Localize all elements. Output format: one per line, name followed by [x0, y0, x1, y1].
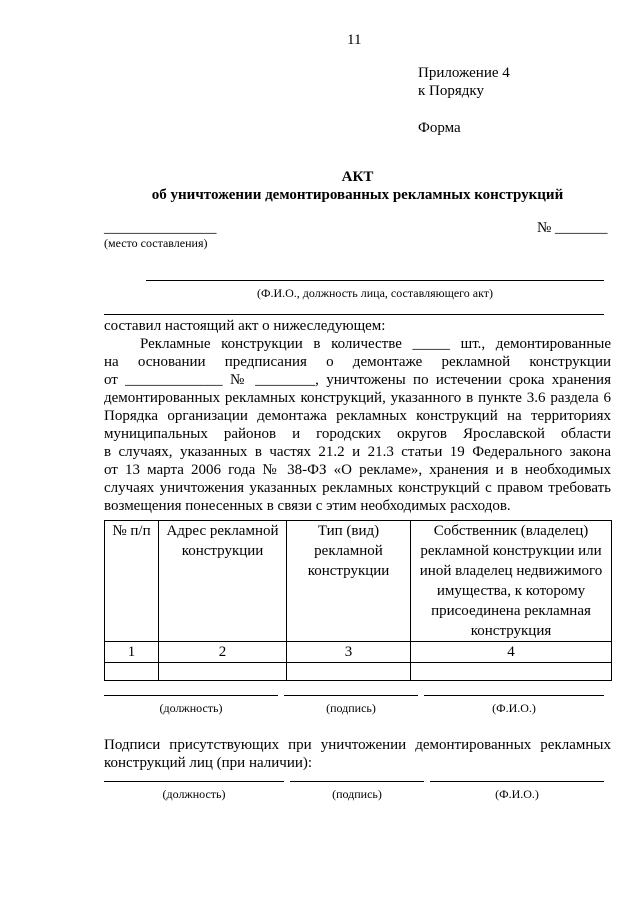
signature-label: (подпись): [326, 701, 376, 715]
body-line: от 13 марта 2006 года № 38-ФЗ «О рекламе», хранения и в необходимых: [104, 462, 611, 478]
table-cell: [287, 663, 411, 681]
appendix-line2: к Порядку: [418, 83, 484, 99]
table-cell: 1: [105, 642, 159, 663]
position-line: [104, 695, 278, 696]
name-line: [424, 695, 604, 696]
destruction-table: [104, 520, 612, 681]
body-line: муниципальных районов и городских округов Ярославской области: [104, 426, 611, 442]
witnesses-text-2: конструкций лиц (при наличии):: [104, 755, 313, 771]
compiler-line-2: [104, 314, 604, 315]
body-line: от _____________ № ________, уничтожены по истечении срока хранения: [104, 372, 611, 388]
witness-signature-line: [290, 781, 424, 782]
witnesses-text: Подписи присутствующих при уничтожении демонтированных рекламных: [104, 737, 611, 753]
position-label: (должность): [159, 701, 223, 715]
body-line: на основании предписания о демонтаже рекламной конструкции: [104, 354, 611, 370]
header-number: № п/п: [105, 521, 159, 642]
table-numbers-row: [105, 642, 612, 663]
body-line: Порядка организации демонтажа рекламных конструкций на территориях: [104, 408, 611, 424]
doc-title: АКТ: [341, 169, 374, 185]
witness-name-label: (Ф.И.О.): [495, 787, 539, 801]
compiler-line: [146, 280, 604, 281]
header-type: Тип (вид) рекламной конструкции: [287, 521, 411, 642]
table-cell: 3: [287, 642, 411, 663]
body-line: в случаях, указанных в частях 21.2 и 21.3 статьи 19 Федерального закона: [104, 444, 611, 460]
table-cell: 4: [411, 642, 612, 663]
body-line: Рекламные конструкции в количестве _____ шт., демонтированные: [140, 336, 611, 352]
signature-line: [284, 695, 418, 696]
body-line: случаях уничтожения указанных рекламных конструкций с правом требовать: [104, 480, 611, 496]
witness-name-line: [430, 781, 604, 782]
witness-position-label: (должность): [162, 787, 226, 801]
table-cell: [105, 663, 159, 681]
witness-signature-label: (подпись): [332, 787, 382, 801]
table-row: [105, 663, 612, 681]
header-address: Адрес рекламной конструкции: [159, 521, 287, 642]
table-cell: [411, 663, 612, 681]
table-cell: 2: [159, 642, 287, 663]
compiler-label: (Ф.И.О., должность лица, составляющего акт): [256, 286, 494, 300]
doc-subtitle: об уничтожении демонтированных рекламных конструкций: [151, 187, 564, 203]
witness-position-line: [104, 781, 284, 782]
intro-text: составил настоящий акт о нижеследующем:: [104, 318, 386, 334]
act-number: № _______: [537, 220, 608, 236]
body-last-line: возмещения понесенных в связи с этим необходимых расходов.: [104, 498, 511, 514]
page-number: 11: [347, 32, 362, 48]
table-cell: [159, 663, 287, 681]
place-blank: _______________: [104, 220, 217, 236]
appendix-line1: Приложение 4: [418, 65, 510, 81]
place-label: (место составления): [104, 236, 208, 250]
table-header-row: [105, 521, 612, 642]
name-label: (Ф.И.О.): [492, 701, 536, 715]
form-label: Форма: [418, 120, 461, 136]
body-line: демонтированных рекламных конструкций, указанного в пункте 3.6 раздела 6: [104, 390, 611, 406]
header-owner: Собственник (владелец) рекламной конструкции или иной владелец недвижимого имущества, к которому присоединена рекламная конструкция: [411, 521, 612, 642]
